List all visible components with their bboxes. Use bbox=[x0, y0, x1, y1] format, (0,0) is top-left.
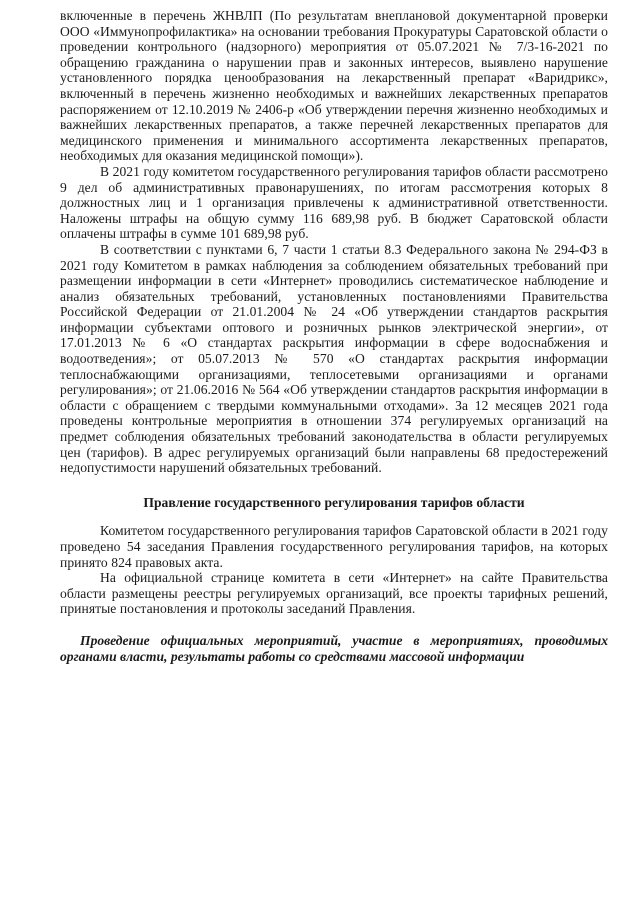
section-heading-tariff-board: Правление государственного регулирования тарифов области bbox=[143, 494, 525, 510]
spacer bbox=[60, 510, 608, 523]
document-page bbox=[60, 8, 608, 664]
section-heading-official-events: Проведение официальных мероприятий, участие в мероприятиях, проводимых органами власти, результаты работы со средствами массовой информации bbox=[60, 632, 608, 664]
spacer bbox=[60, 617, 608, 633]
paragraph-official-website: На официальной странице комитета в сети «Интернет» на сайте Правительства области размещены реестры регулируемых организаций, все проекты тарифных решений, принятые постановления и протоколы заседаний Правления. bbox=[60, 570, 608, 617]
paragraph-zhnvlp-inspection: включенные в перечень ЖНВЛП (По результатам внеплановой документарной проверки ООО «Иммунопрофилактика» на основании требования Прокуратуры Саратовской области о проведении контрольного (надзорного) мероприятия от 05.07.2021 № 7/3-16-2021 по обращению гражданина о нарушении прав и законных интересов, выявлено нарушение установленного порядка ценообразования на лекарственный препарат «Варидрикс», включенный в перечень жизненно необходимых и важнейших лекарственных препаратов распоряжением от 12.10.2019 № 2406-р «Об утверждении перечня жизненно необходимых и важнейших лекарственных препаратов, а также перечней лекарственных препаратов для медицинского применения и минимального ассортимента лекарственных препаратов, необходимых для оказания медицинской помощи»). bbox=[60, 8, 608, 164]
spacer bbox=[60, 476, 608, 495]
paragraph-information-disclosure: В соответствии с пунктами 6, 7 части 1 статьи 8.3 Федерального закона № 294-ФЗ в 2021 году Комитетом в рамках наблюдения за соблюдением обязательных требований при размещении информации в сети «Интернет» проводились систематическое наблюдение и анализ обязательных требований, установленных постановлениями Правительства Российской Федерации от 21.01.2004 № 24 «Об утверждении стандартов раскрытия информации субъектами оптового и розничных рынков электрической энергии», от 17.01.2013 № 6 «О стандартах раскрытия информации в сфере водоснабжения и водоотведения»; от 05.07.2013 № 570 «О стандартах раскрытия информации теплоснабжающими организациями, теплосетевыми организациями и органами регулирования»; от 21.06.2016 № 564 «Об утверждении стандартов раскрытия информации в области с обращением с твердыми коммунальными отходами». За 12 месяцев 2021 года проведены контрольные мероприятия в отношении 374 регулируемых организаций на предмет соблюдения обязательных требований законодательства в области регулируемых цен (тарифов). В адрес регулируемых организаций были направлены 68 предостережений недопустимости нарушений обязательных требований. bbox=[60, 241, 608, 476]
paragraph-board-meetings: Комитетом государственного регулирования тарифов Саратовской области в 2021 году проведено 54 заседания Правления государственного регулирования тарифов, на которых принято 824 правовых акта. bbox=[60, 523, 608, 570]
paragraph-administrative-cases: В 2021 году комитетом государственного регулирования тарифов области рассмотрено 9 дел об административных правонарушениях, по итогам рассмотрения которых 8 должностных лиц и 1 организация привлечены к административной ответственности. Наложены штрафы на общую сумму 116 689,98 руб. В бюджет Саратовской области оплачены штрафы в сумме 101 689,98 руб. bbox=[60, 163, 608, 242]
